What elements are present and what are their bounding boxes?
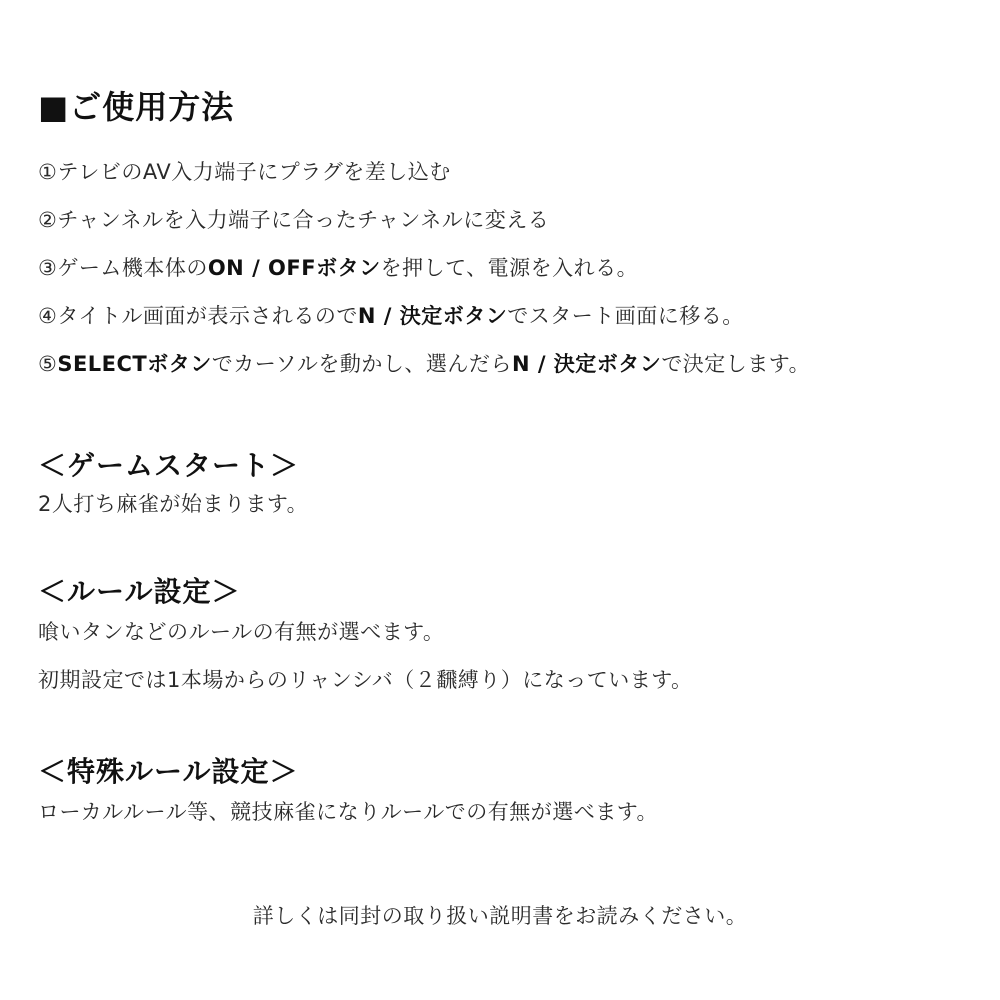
step-1 [38,156,451,186]
section-heading-special-rules: ＜特殊ルール設定＞ [38,755,299,788]
step-4-button-name: N / 決定ボタン [357,304,508,328]
page-title: ■ご使用方法 [38,88,235,126]
step-5-prefix: ⑤ [38,352,58,376]
step-2 [38,204,549,234]
step-2-text: ②チャンネルを入力端子に合ったチャンネルに変える [38,208,550,232]
section-heading-rules: ＜ルール設定＞ [38,575,241,608]
step-5-suffix: で決定します。 [661,352,811,376]
step-4-prefix: ④タイトル画面が表示されるので [38,304,358,328]
section-heading-game-start: ＜ゲームスタート＞ [38,449,300,482]
step-5-middle: でカーソルを動かし、選んだら [211,352,512,376]
step-4-suffix: でスタート画面に移る。 [507,304,744,328]
step-3-suffix: を押して、電源を入れる。 [380,256,639,280]
step-5-button-name-2: N / 決定ボタン [511,352,662,376]
step-5-button-name-1: SELECTボタン [57,352,212,376]
step-3-button-name: ON / OFFボタン [207,256,381,280]
step-1-text: ①テレビのAV入力端子にプラグを差し込む [38,160,451,184]
section-text-rules-2: 初期設定では1本場からのリャンシバ（２飜縛り）になっています。 [38,668,693,692]
step-3 [38,252,638,282]
step-4 [38,300,744,330]
step-3-prefix: ③ゲーム機本体の [38,256,208,280]
step-5 [38,348,810,378]
section-text-rules-1: 喰いタンなどのルールの有無が選べます。 [38,620,445,644]
section-text-game-start: 2人打ち麻雀が始まります。 [38,492,309,516]
footer-note: 詳しくは同封の取り扱い説明書をお読みください。 [252,904,748,928]
section-text-special-rules: ローカルルール等、競技麻雀になりルールでの有無が選べます。 [38,800,659,824]
